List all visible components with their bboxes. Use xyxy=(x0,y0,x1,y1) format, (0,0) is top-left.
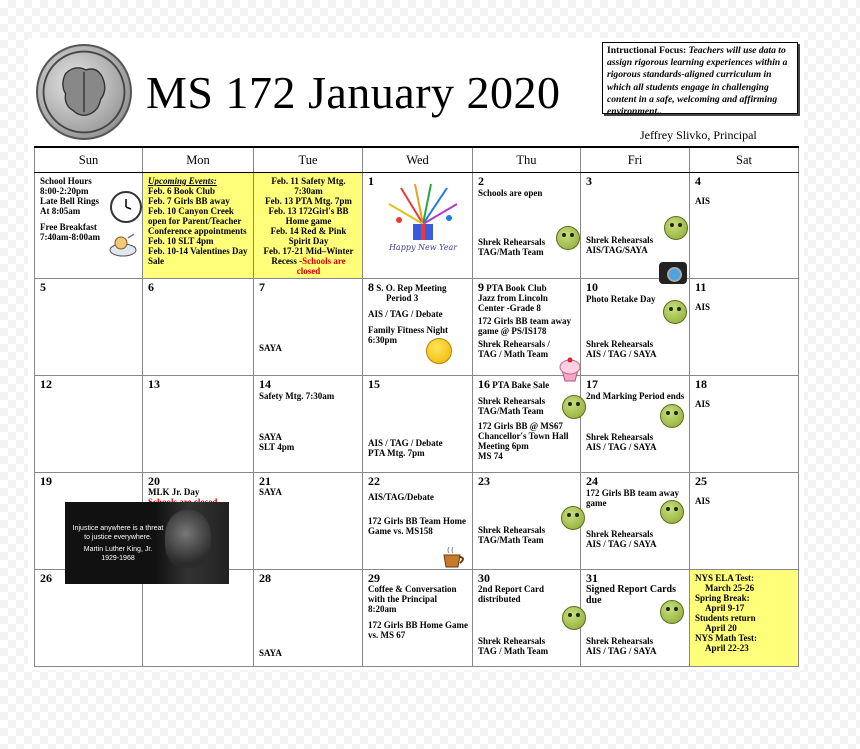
event-text: MS 74 xyxy=(478,451,503,461)
event-text: Family Fitness Night xyxy=(368,325,448,335)
day-number: 23 xyxy=(478,474,490,488)
event-text: Period 3 xyxy=(386,293,419,303)
event-text: AIS/TAG/Debate xyxy=(368,492,434,502)
instructional-focus-box xyxy=(602,42,798,118)
day-number: 31 xyxy=(586,571,598,585)
day-number: 9 xyxy=(478,280,484,294)
event-text: AIS xyxy=(695,399,711,409)
mlk-years: 1929-1968 xyxy=(101,555,135,562)
coffee-cup-icon xyxy=(441,546,467,570)
coin-logo-icon xyxy=(36,44,132,140)
shrek-icon xyxy=(664,216,688,240)
shrek-icon xyxy=(562,395,586,419)
test-date-line: NYS Math Test: xyxy=(695,633,758,643)
event-text: 2nd Report Card distributed xyxy=(478,584,545,604)
event-text: AIS / TAG / SAYA xyxy=(586,442,657,452)
clock-icon xyxy=(110,191,142,223)
day-number: 26 xyxy=(40,571,52,585)
day-cell-26 xyxy=(35,570,143,667)
focus-label: Intructional Focus: xyxy=(607,45,687,56)
cell-test-dates xyxy=(690,570,799,667)
day-number: 22 xyxy=(368,474,380,488)
upcoming-event: Feb. 10 SLT 4pm xyxy=(148,236,214,246)
event-text: TAG/Math Team xyxy=(478,247,544,257)
weekday-tue: Tue xyxy=(254,147,363,173)
focus-text: Teachers will use data to assign rigorous learning experiences within a rigorous standards-aligned curriculum in which all students engage in challenging content in a safe, welcoming and affirming environment.. xyxy=(607,45,788,118)
cell-school-hours xyxy=(35,173,143,279)
event-text: TAG / Math Team xyxy=(478,646,549,656)
day-cell-5 xyxy=(35,279,143,376)
day-number: 14 xyxy=(259,377,271,391)
weekday-sun: Sun xyxy=(35,147,143,173)
day-number: 2 xyxy=(478,174,484,188)
event-text: AIS / TAG / SAYA xyxy=(586,349,657,359)
schools-closed-note: Schools are closed xyxy=(296,256,346,276)
mlk-quote-image xyxy=(65,502,229,584)
event-text: Shrek Rehearsals xyxy=(586,339,654,349)
late-bell-label: Late Bell Rings xyxy=(40,196,100,206)
weekday-sat: Sat xyxy=(690,147,799,173)
happy-new-year-text: Happy New Year xyxy=(388,243,458,252)
upcoming-event: Feb. 10-14 Valentines Day Sale xyxy=(148,246,248,266)
day-number: 3 xyxy=(586,174,592,188)
event-text: 6:30pm xyxy=(368,335,397,345)
event-text: Shrek Rehearsals xyxy=(586,636,654,646)
event-text: AIS xyxy=(695,302,711,312)
day-cell-15 xyxy=(363,376,473,473)
day-number: 17 xyxy=(586,377,598,391)
day-cell-18 xyxy=(690,376,799,473)
upcoming-events-heading: Upcoming Events: xyxy=(148,176,217,186)
breakfast-time: 7:40am-8:00am xyxy=(40,232,100,242)
day-number: 18 xyxy=(695,377,707,391)
page-title: MS 172 January 2020 xyxy=(146,67,561,118)
late-bell-time: At 8:05am xyxy=(40,206,81,216)
day-cell-4 xyxy=(690,173,799,279)
day-number: 8 xyxy=(368,280,374,294)
school-hours-label: School Hours xyxy=(40,176,92,186)
event-text: AIS / TAG / SAYA xyxy=(586,646,657,656)
event-text: Shrek Rehearsals xyxy=(478,237,546,247)
event-text: 2nd Marking Period ends xyxy=(586,391,685,401)
event-text: SAYA xyxy=(259,487,282,497)
breakfast-label: Free Breakfast xyxy=(40,222,97,232)
test-date-line: Spring Break: xyxy=(695,593,750,603)
weekday-thu: Thu xyxy=(473,147,581,173)
upcoming-event: Feb. 10 Canyon Creek open for Parent/Teacher Conference appointments xyxy=(148,206,247,236)
event-title: S. O. Rep Meeting xyxy=(376,283,447,293)
mlk-quote-text xyxy=(71,524,165,563)
day-number: 19 xyxy=(40,474,52,488)
event-text: 8:20am xyxy=(368,604,397,614)
shrek-icon xyxy=(660,600,684,624)
event-text: Shrek Rehearsals / xyxy=(478,339,550,349)
feb-event: Feb. 11 Safety Mtg. 7:30am xyxy=(271,176,346,196)
event-title: MLK Jr. Day xyxy=(148,487,200,497)
event-text: Coffee & Conversation with the Principal xyxy=(368,584,457,604)
day-number: 4 xyxy=(695,174,701,188)
happy-new-year-image xyxy=(381,180,465,254)
event-text: Photo Retake Day xyxy=(586,294,656,304)
day-number: 21 xyxy=(259,474,271,488)
day-number: 10 xyxy=(586,280,598,294)
day-cell-10 xyxy=(581,279,690,376)
mlk-quote: Injustice anywhere is a threat to justice everywhere. xyxy=(72,525,164,541)
feb-event: Feb. 13 PTA Mtg. 7pm xyxy=(265,196,352,206)
test-date-line: NYS ELA Test: xyxy=(695,573,755,583)
event-text: 172 Girls BB team away game xyxy=(586,488,679,508)
day-cell-8 xyxy=(363,279,473,376)
event-text: Jazz from Lincoln Center -Grade 8 xyxy=(478,293,548,313)
event-text: TAG / Math Team xyxy=(478,349,549,359)
shrek-icon xyxy=(663,300,687,324)
shrek-icon xyxy=(660,500,684,524)
day-number: 13 xyxy=(148,377,160,391)
day-cell-11 xyxy=(690,279,799,376)
event-text: SLT 4pm xyxy=(259,442,295,452)
day-number: 5 xyxy=(40,280,46,294)
weekday-header-row xyxy=(35,147,799,173)
event-text: TAG/Math Team xyxy=(478,535,544,545)
day-number: 29 xyxy=(368,571,380,585)
day-cell-29 xyxy=(363,570,473,667)
day-cell-16 xyxy=(473,376,581,473)
event-text: PTA Mtg. 7pm xyxy=(368,448,425,458)
shrek-icon xyxy=(561,506,585,530)
event-text: AIS/TAG/SAYA xyxy=(586,245,648,255)
event-text: AIS xyxy=(695,496,711,506)
day-number: 11 xyxy=(695,280,707,294)
cupcake-icon xyxy=(558,356,582,382)
event-text: AIS / TAG / Debate xyxy=(368,438,443,448)
day-cell-21 xyxy=(254,473,363,570)
day-cell-13 xyxy=(143,376,254,473)
cheerleader-emoji-icon xyxy=(426,338,452,364)
event-title: PTA Bake Sale xyxy=(492,380,550,390)
event-text: SAYA xyxy=(259,432,282,442)
event-text: 172 Girls BB @ MS67 xyxy=(478,421,563,431)
camera-icon xyxy=(659,262,687,284)
day-number: 30 xyxy=(478,571,490,585)
week-row-5 xyxy=(35,570,799,667)
event-text: Shrek Rehearsals xyxy=(586,432,654,442)
day-cell-28 xyxy=(254,570,363,667)
test-date-line: April 20 xyxy=(705,623,737,633)
event-text: Shrek Rehearsals xyxy=(478,396,546,406)
event-text: Signed Report Cards due xyxy=(586,584,677,606)
event-text: SAYA xyxy=(259,343,282,353)
event-text: Chancellor's Town Hall Meeting 6pm xyxy=(478,431,569,451)
test-date-line: Students return xyxy=(695,613,756,623)
shrek-icon xyxy=(556,226,580,250)
upcoming-event: Feb. 6 Book Club xyxy=(148,186,216,196)
day-number: 6 xyxy=(148,280,154,294)
breakfast-plate-icon xyxy=(108,232,138,258)
event-text: 172 Girls BB Team Home Game vs. MS158 xyxy=(368,516,467,536)
day-number: 28 xyxy=(259,571,271,585)
day-number: 12 xyxy=(40,377,52,391)
event-text: TAG/Math Team xyxy=(478,406,544,416)
day-cell-27 xyxy=(143,570,254,667)
week-row-2 xyxy=(35,279,799,376)
principal-name: Jeffrey Slivko, Principal xyxy=(640,128,757,142)
event-text: Safety Mtg. 7:30am xyxy=(259,391,335,401)
cell-upcoming-events xyxy=(143,173,254,279)
day-cell-25 xyxy=(690,473,799,570)
test-date-line: March 25-26 xyxy=(705,583,755,593)
event-text: AIS xyxy=(695,196,711,206)
upcoming-event: Feb. 7 Girls BB away xyxy=(148,196,230,206)
event-text: AIS / TAG / SAYA xyxy=(586,539,657,549)
week-row-3 xyxy=(35,376,799,473)
feb-event: Feb. 17-21 Mid–Winter Recess - xyxy=(263,246,354,266)
weekday-mon: Mon xyxy=(143,147,254,173)
day-number: 16 xyxy=(478,377,490,391)
day-cell-7 xyxy=(254,279,363,376)
shrek-icon xyxy=(660,404,684,428)
event-text: Shrek Rehearsals xyxy=(586,235,654,245)
mlk-portrait xyxy=(165,510,211,568)
day-number: 15 xyxy=(368,377,380,391)
event-title: PTA Book Club xyxy=(486,283,547,293)
cell-feb-events xyxy=(254,173,363,279)
mlk-author: Martin Luther King, Jr. xyxy=(83,546,153,553)
event-text: Shrek Rehearsals xyxy=(478,636,546,646)
day-number: 24 xyxy=(586,474,598,488)
event-text: Schools are open xyxy=(478,188,543,198)
event-text: AIS / TAG / Debate xyxy=(368,309,443,319)
day-number: 1 xyxy=(368,174,374,188)
test-date-line: April 9-17 xyxy=(705,603,745,613)
weekday-wed: Wed xyxy=(363,147,473,173)
event-text: SAYA xyxy=(259,648,282,658)
day-cell-12 xyxy=(35,376,143,473)
school-hours-time: 8:00-2:20pm xyxy=(40,186,89,196)
feb-event: Feb. 13 172Girl's BB Home game xyxy=(268,206,349,226)
feb-event: Feb. 14 Red & Pink Spirit Day xyxy=(270,226,347,246)
day-cell-6 xyxy=(143,279,254,376)
event-text: Shrek Rehearsals xyxy=(478,525,546,535)
day-cell-14 xyxy=(254,376,363,473)
day-number: 25 xyxy=(695,474,707,488)
event-text: Shrek Rehearsals xyxy=(586,529,654,539)
test-date-line: April 22-23 xyxy=(705,643,749,653)
weekday-fri: Fri xyxy=(581,147,690,173)
event-text: 172 Girls BB team away game @ PS/IS178 xyxy=(478,316,571,336)
day-number: 7 xyxy=(259,280,265,294)
event-text: 172 Girls BB Home Game vs. MS 67 xyxy=(368,620,468,640)
shrek-icon xyxy=(562,606,586,630)
day-number: 20 xyxy=(148,474,160,488)
